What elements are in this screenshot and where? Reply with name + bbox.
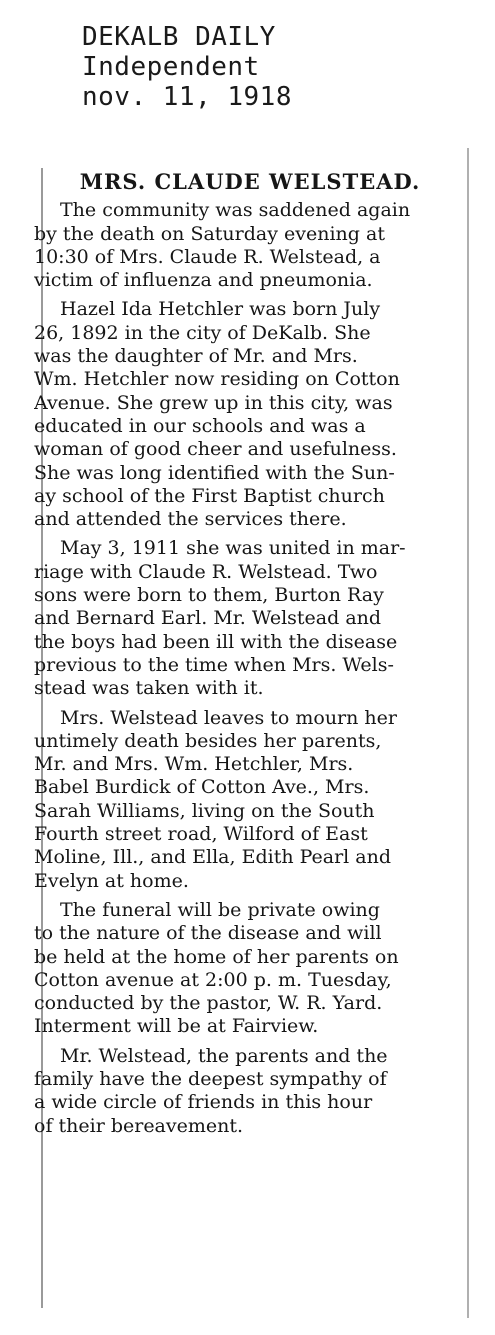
text-line: Babel Burdick of Cotton Ave., Mrs. — [34, 776, 370, 799]
text-line: conducted by the pastor, W. R. Yard. — [34, 992, 383, 1015]
text-line: sons were born to them, Burton Ray — [34, 584, 384, 607]
paragraph-5 — [34, 899, 466, 1039]
text-line: family have the deepest sympathy of — [34, 1067, 387, 1090]
text-line: She was long identified with the Sun- — [34, 461, 395, 484]
newspaper-name: DEKALB DAILY — [82, 22, 276, 52]
text-line: a wide circle of friends in this hour — [34, 1091, 373, 1114]
newspaper-subtitle: Independent — [82, 52, 260, 82]
text-line: riage with Claude R. Welstead. Two — [34, 560, 378, 583]
text-line: The community was saddened again — [60, 199, 411, 222]
text-line: stead was taken with it. — [34, 677, 264, 700]
text-line: be held at the home of her parents on — [34, 945, 399, 968]
text-line: May 3, 1911 she was united in mar- — [60, 537, 406, 560]
column-rule-right — [467, 148, 469, 1318]
text-line: Moline, Ill., and Ella, Edith Pearl and — [34, 846, 392, 869]
text-line: Evelyn at home. — [34, 869, 189, 892]
paragraph-4 — [34, 707, 466, 893]
text-line: the boys had been ill with the disease — [34, 630, 398, 653]
text-line: by the death on Saturday evening at — [34, 222, 385, 245]
text-line: Hazel Ida Hetchler was born July — [60, 298, 381, 321]
text-line: Wm. Hetchler now residing on Cotton — [34, 368, 400, 391]
text-line: woman of good cheer and usefulness. — [34, 438, 397, 461]
publication-date: nov. 11, 1918 — [82, 82, 292, 112]
paragraph-2 — [34, 298, 466, 531]
text-line: Interment will be at Fairview. — [34, 1015, 319, 1038]
paragraph-3 — [34, 537, 466, 700]
text-line: ay school of the First Baptist church — [34, 484, 385, 507]
text-line: 26, 1892 in the city of DeKalb. She — [34, 321, 371, 344]
text-line: educated in our schools and was a — [34, 414, 366, 437]
text-line: to the nature of the disease and will — [34, 922, 382, 945]
text-line: and Bernard Earl. Mr. Welstead and — [34, 607, 382, 630]
text-line: untimely death besides her parents, — [34, 729, 382, 752]
text-line: Avenue. She grew up in this city, was — [34, 391, 393, 414]
text-line: victim of influenza and pneumonia. — [34, 269, 373, 292]
text-line: of their bereavement. — [34, 1114, 244, 1137]
text-line: Mr. and Mrs. Wm. Hetchler, Mrs. — [34, 753, 354, 776]
text-line: was the daughter of Mr. and Mrs. — [34, 345, 358, 368]
text-line: 10:30 of Mrs. Claude R. Welstead, a — [34, 245, 381, 268]
obituary-article — [34, 170, 466, 1144]
text-line: The funeral will be private owing — [60, 898, 380, 921]
text-line: Sarah Williams, living on the South — [34, 799, 375, 822]
text-line: Mrs. Welstead leaves to mourn her — [60, 706, 397, 729]
source-header — [82, 22, 292, 112]
text-line: Fourth street road, Wilford of East — [34, 823, 368, 846]
text-line: Mr. Welstead, the parents and the — [60, 1044, 388, 1067]
article-headline: MRS. CLAUDE WELSTEAD. — [79, 169, 421, 194]
text-line: previous to the time when Mrs. Wels- — [34, 653, 394, 676]
paragraph-1 — [34, 199, 466, 292]
text-line: Cotton avenue at 2:00 p. m. Tuesday, — [34, 968, 392, 991]
text-line: and attended the services there. — [34, 508, 347, 531]
paragraph-6 — [34, 1045, 466, 1138]
